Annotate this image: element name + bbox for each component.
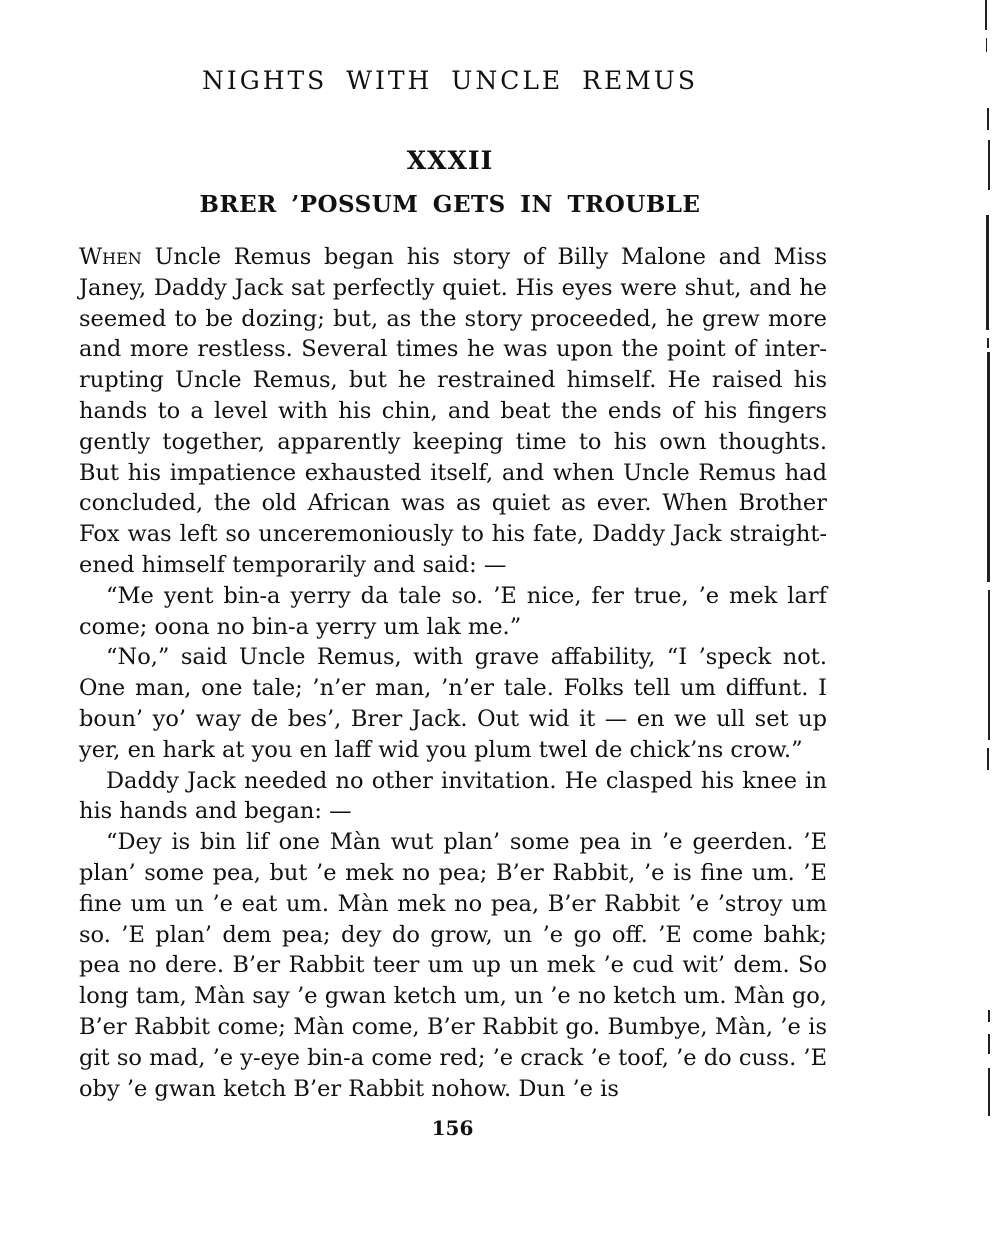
running-head: NIGHTS WITH UNCLE REMUS: [201, 66, 698, 95]
paragraph-1-text: Uncle Remus began his story of Billy Malone and Miss Janey, Daddy Jack sat perfectly quiet. His eyes were shut, and he seemed to be dozing; but, as the story proceeded, he grew more and more restless. Several times he was upon the point of interrupting Uncle Remus, but he restrained himself. He raised his hands to a level with his chin, and beat the ends of his fingers gently together, apparently keeping time to his own thoughts. But his impatience exhausted itself, and when Uncle Remus had concluded, the old African was as quiet as ever. When Brother Fox was left so unceremoniously to his fate, Daddy Jack straightened himself temporarily and said: —: [79, 244, 827, 578]
paragraph-3: “No,” said Uncle Remus, with grave affability, “I ’speck not. One man, one tale; ’n’er man, ’n’er tale. Folks tell um diffunt. I boun’ yo’ way de bes’, Brer Jack. Out wid it — en we ull set up yer, en hark at you en laff wid you plum twel de chick’ns crow.”: [79, 644, 827, 763]
chapter-number: XXXII: [406, 146, 494, 175]
paragraph-4: Daddy Jack needed no other invitation. He clasped his knee in his hands and began: —: [79, 767, 827, 825]
body-text: [79, 242, 827, 1104]
paragraph-1: [79, 242, 827, 581]
page-number: 156: [431, 1116, 474, 1140]
chapter-title: BRER ’POSSUM GETS IN TROUBLE: [199, 191, 701, 218]
scan-edge-marks: [978, 0, 1000, 1260]
paragraph-lead-word: When: [79, 244, 142, 270]
paragraph-5: “Dey is bin lif one Màn wut plan’ some pea in ’e geerden. ’E plan’ some pea, but ’e mek no pea; B’er Rabbit, ’e is fine um. ’E fine um un ’e eat um. Màn mek no pea, B’er Rabbit ’e ’stroy um so. ’E plan’ dem pea; dey do grow, un ’e go off. ’E come bahk; pea no dere. B’er Rabbit teer um up un mek ’e cud wit’ dem. So long tam, Màn say ’e gwan ketch um, un ’e no ketch um. Màn go, B’er Rabbit come; Màn come, B’er Rabbit go. Bumbye, Màn, ’e is git so mad, ’e y-eye bin-a come red; ’e crack ’e toof, ’e do cuss. ’E oby ’e gwan ketch B’er Rabbit nohow. Dun ’e is: [79, 829, 827, 1102]
paragraph-2: “Me yent bin-a yerry da tale so. ’E nice, fer true, ’e mek larf come; oona no bin-a yerry um lak me.”: [79, 582, 827, 640]
